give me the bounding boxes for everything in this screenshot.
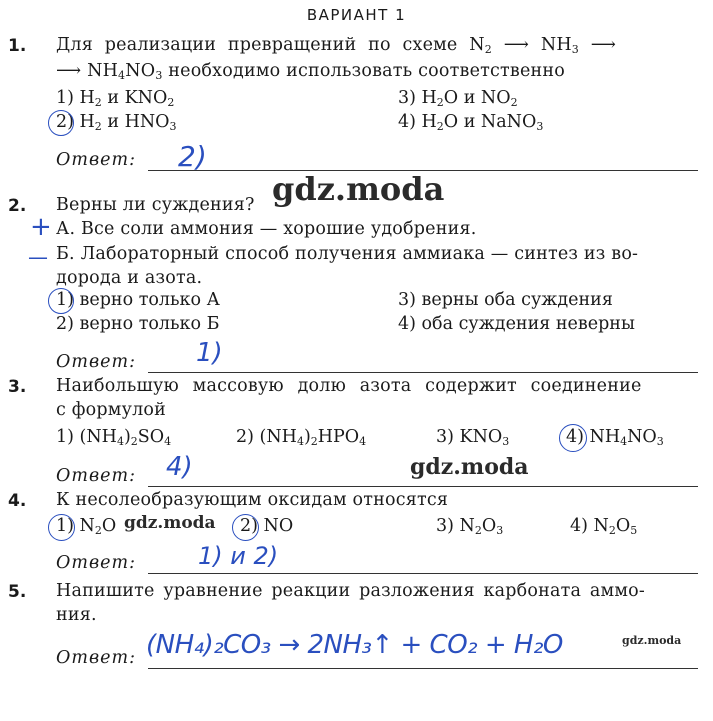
q1-answer-label: Ответ:	[56, 150, 136, 170]
watermark-4: gdz.moda	[622, 634, 682, 647]
q2-handwritten-answer: 1)	[196, 338, 223, 368]
q2-number: 2.	[8, 196, 27, 216]
watermark-2: gdz.moda	[410, 454, 529, 480]
q4-answer-circle-2	[232, 514, 259, 541]
q5-handwritten-answer: (NH₄)₂CO₃ → 2NH₃↑ + CO₂ + H₂O	[146, 630, 563, 660]
q2-option-1: 1) верно только А	[56, 290, 220, 310]
q3-option-3: 3) $KNO_3$	[436, 427, 510, 448]
q4-answer-label: Ответ:	[56, 553, 136, 573]
q5-text-line1: Напишите уравнение реакции разложения карбоната аммо-	[56, 581, 646, 601]
q2-option-4: 4) оба суждения неверны	[398, 314, 635, 334]
q2-answer-line	[148, 372, 698, 373]
q4-option-3: 3) $N_2O_3$	[436, 516, 504, 537]
q1-handwritten-answer: 2)	[178, 140, 207, 173]
q3-text-line2: с формулой	[56, 400, 167, 420]
q1-option-2: 2) $H_2$ и $HNO_3$	[56, 112, 177, 133]
q4-option-2: 2) NO	[240, 516, 294, 536]
q3-number: 3.	[8, 377, 27, 397]
q2-answer-label: Ответ:	[56, 352, 136, 372]
q1-option-4: 4) $H_2O$ и NaNO$_3$	[398, 112, 544, 133]
q3-option-4: 4) $NH_4NO_3$	[566, 427, 664, 448]
q3-answer-line	[148, 486, 698, 487]
q5-answer-line	[148, 668, 698, 669]
q2-statement-a: А. Все соли аммония — хорошие удобрения.	[56, 219, 477, 239]
q4-text: К несолеобразующим оксидам относятся	[56, 490, 449, 510]
q1-answer-circle	[48, 110, 74, 136]
q1-option-3: 3) $H_2O$ и $NO_2$	[398, 88, 518, 109]
q2-statement-b-line1: Б. Лабораторный способ получения аммиака — синтез из во-	[56, 244, 639, 264]
q5-text-line2: ния.	[56, 605, 97, 625]
q2-answer-circle	[48, 288, 74, 314]
q4-option-1: 1) $N_2O$	[56, 516, 117, 537]
q4-answer-circle-1	[48, 514, 75, 541]
q3-text-line1: Наибольшую массовую долю азота содержит соединение	[56, 376, 642, 396]
q1-number: 1.	[8, 36, 27, 56]
watermark-1: gdz.moda	[272, 170, 445, 208]
q5-number: 5.	[8, 582, 27, 602]
q4-handwritten-answer: 1) и 2)	[198, 542, 279, 570]
q4-number: 4.	[8, 491, 27, 511]
q5-answer-label: Ответ:	[56, 648, 136, 668]
q3-answer-label: Ответ:	[56, 466, 136, 486]
q3-answer-circle	[559, 424, 587, 452]
watermark-3: gdz.moda	[124, 513, 216, 533]
q2-minus-mark: —	[28, 245, 48, 269]
q4-option-4: 4) $N_2O_5$	[570, 516, 638, 537]
variant-title: ВАРИАНТ 1	[306, 6, 407, 24]
q3-handwritten-answer: 4)	[166, 452, 193, 482]
q2-option-2: 2) верно только Б	[56, 314, 220, 334]
q4-answer-line	[148, 573, 698, 574]
q2-statement-b-line2: дорода и азота.	[56, 268, 203, 288]
q2-option-3: 3) верны оба суждения	[398, 290, 613, 310]
q2-plus-mark: +	[30, 212, 52, 242]
q1-text-line1: Для реализации превращений по схеме $N_2$ ⟶ $NH_3$ ⟶	[56, 35, 617, 56]
q1-text-line2: ⟶ $NH_4NO_3$ необходимо использовать соответственно	[56, 61, 565, 82]
q2-text: Верны ли суждения?	[56, 195, 255, 215]
q3-option-1: 1) $(NH_4)_2SO_4$	[56, 427, 172, 448]
q1-option-1: 1) $H_2$ и $KNO_2$	[56, 88, 175, 109]
q3-option-2: 2) $(NH_4)_2HPO_4$	[236, 427, 367, 448]
